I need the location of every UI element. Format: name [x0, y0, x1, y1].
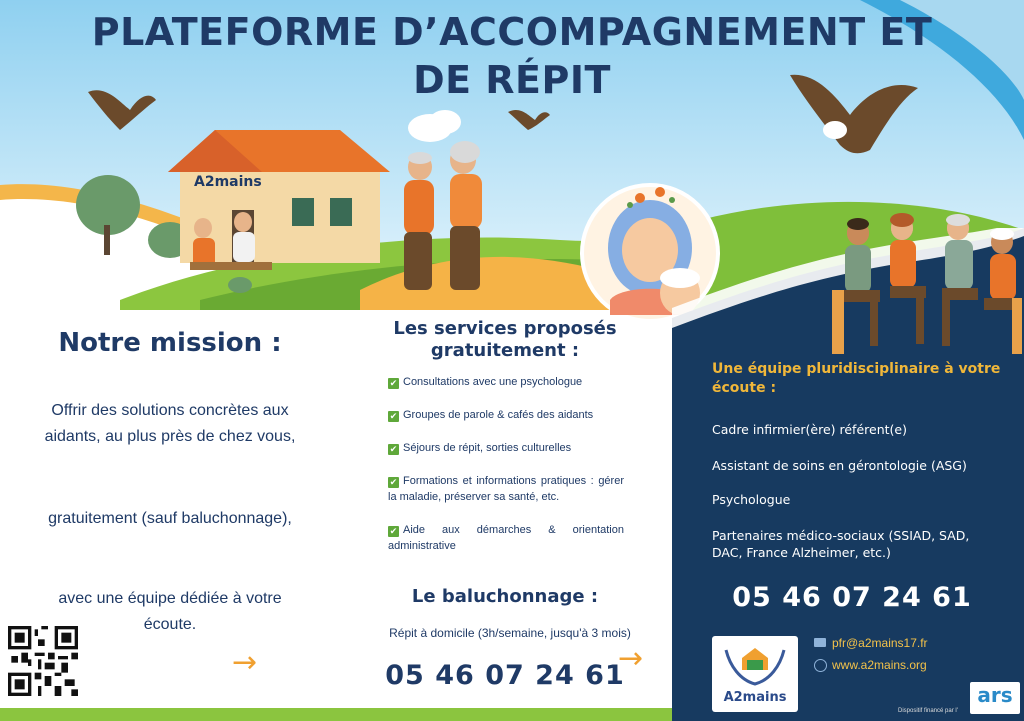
checkmark-icon: ✔ [389, 378, 398, 388]
qr-code[interactable] [8, 626, 78, 696]
arrow-right-icon: → [618, 641, 644, 676]
group-illustration [824, 208, 1024, 358]
a2mains-logo [712, 636, 798, 712]
checkmark-icon: ✔ [389, 444, 398, 454]
team-item: Partenaires médico-sociaux (SSIAD, SAD, DAC, France Alzheimer, etc.) [712, 528, 970, 560]
service-item: ✔ Formations et informations pratiques : gérer la maladie, préserver sa santé, etc. [388, 475, 624, 503]
arrow-right-icon: → [232, 645, 258, 680]
globe-icon [814, 659, 827, 672]
ars-logo-text: ars [977, 683, 1013, 707]
team-phone[interactable]: 05 46 07 24 61 [732, 582, 972, 613]
hands-icon [712, 636, 798, 692]
mission-text-2: gratuitement (sauf baluchonnage), [48, 510, 292, 527]
website-link[interactable]: www.a2mains.org [832, 658, 927, 672]
ars-logo [970, 682, 1020, 714]
checkmark-icon: ✔ [389, 477, 398, 487]
mission-text-1: Offrir des solutions concrètes aux aidants, au plus près de chez vous, [44, 402, 296, 445]
email-icon [814, 638, 826, 647]
service-item: ✔ Séjours de répit, sorties culturelles [389, 442, 572, 454]
email-link[interactable]: pfr@a2mains17.fr [832, 636, 928, 650]
team-item: Cadre infirmier(ère) référent(e) [712, 422, 907, 437]
service-item: ✔ Aide aux démarches & orientation administrative [388, 524, 624, 552]
a2mains-logo-text: A2mains [723, 690, 787, 705]
house-logo: A2mains [194, 174, 262, 190]
service-item: ✔ Consultations avec une psychologue [389, 376, 583, 388]
mission-title: Notre mission : [58, 328, 282, 358]
team-item: Assistant de soins en gérontologie (ASG) [712, 458, 967, 473]
baluchonnage-phone[interactable]: 05 46 07 24 61 [385, 660, 625, 691]
checkmark-icon: ✔ [389, 526, 398, 536]
mission-text-3: avec une équipe dédiée à votre écoute. [58, 590, 282, 633]
services-title: Les services proposés gratuitement : [393, 318, 617, 361]
page-title [0, 8, 1024, 104]
baluchonnage-text: Répit à domicile (3h/semaine, jusqu'à 3 mois) [389, 626, 631, 640]
team-title: Une équipe pluridisciplinaire à votre écoute : [712, 361, 1001, 396]
title-line-1: PLATEFORME D’ACCOMPAGNEMENT ET [91, 10, 933, 54]
service-item: ✔ Groupes de parole & cafés des aidants [389, 409, 594, 421]
team-item: Psychologue [712, 492, 791, 507]
checkmark-icon: ✔ [389, 411, 398, 421]
baluchonnage-title: Le baluchonnage : [411, 586, 599, 607]
funding-note: Dispositif financé par l' [898, 708, 958, 714]
title-line-2: DE RÉPIT [413, 58, 611, 102]
